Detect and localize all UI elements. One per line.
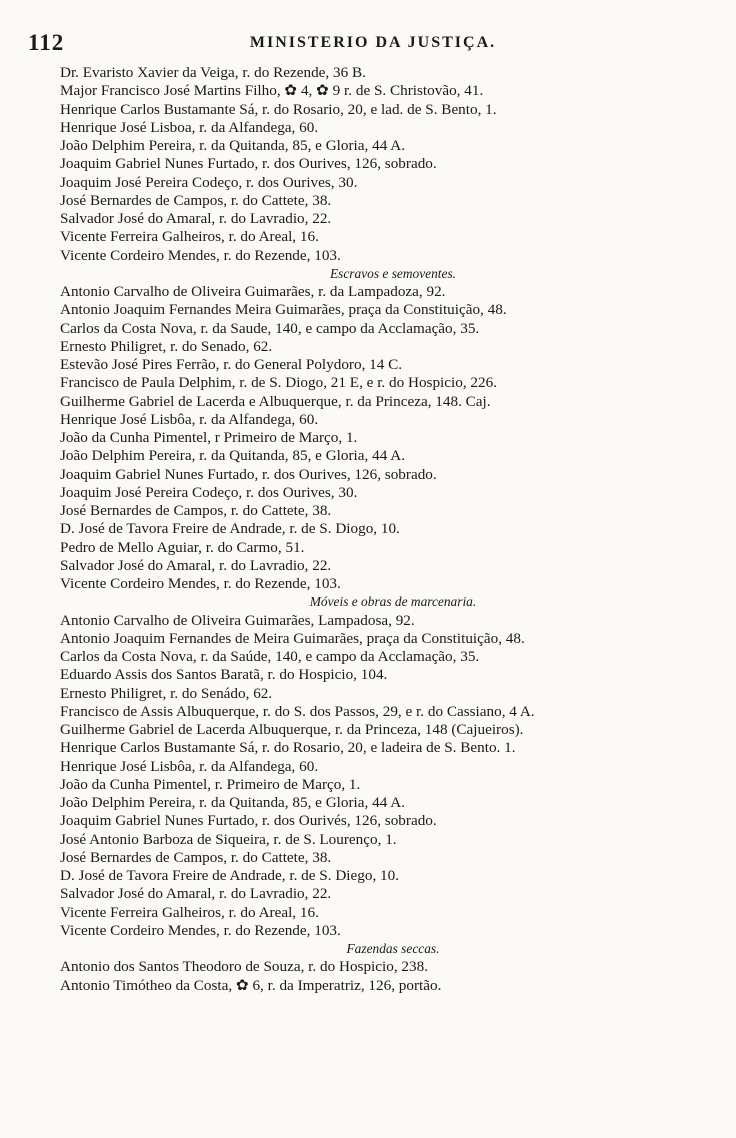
directory-entry: D. José de Tavora Freire de Andrade, r. de S. Diego, 10. <box>60 867 400 884</box>
directory-entry: Joaquim José Pereira Codeço, r. dos Ourives, 30. <box>60 173 358 191</box>
directory-entry: Estevão José Pires Ferrão, r. do General Polydoro, 14 C. <box>60 356 403 373</box>
directory-entry: José Bernardes de Campos, r. do Cattete, 38. <box>60 848 332 866</box>
directory-entry: Vicente Cordeiro Mendes, r. do Rezende, 103. <box>60 575 341 592</box>
directory-entry: Carlos da Costa Nova, r. da Saúde, 140, e campo da Acclamação, 35. <box>60 648 480 665</box>
directory-entry: Joaquim Gabriel Nunes Furtado, r. dos Ourives, 126, sobrado. <box>60 465 437 483</box>
directory-entry: Vicente Cordeiro Mendes, r. do Rezende, 103. <box>60 246 341 264</box>
running-title: MINISTERIO DA JUSTIÇA. <box>249 34 497 51</box>
directory-entry: Henrique Carlos Bustamante Sá, r. do Rosario, 20, e lad. de S. Bento, 1. <box>60 100 497 118</box>
directory-entry: João Delphim Pereira, r. da Quitanda, 85, e Gloria, 44 A. <box>60 447 406 465</box>
directory-entry: Dr. Evaristo Xavier da Veiga, r. do Rezende, 36 B. <box>60 64 366 81</box>
directory-entry: Pedro de Mello Aguiar, r. do Carmo, 51. <box>60 538 305 556</box>
directory-entry: Guilherme Gabriel de Lacerda Albuquerque, r. da Princeza, 148 (Cajueiros). <box>60 721 524 738</box>
directory-entry: José Antonio Barboza de Siqueira, r. de S. Lourenço, 1. <box>60 830 397 848</box>
directory-entry: Vicente Ferreira Galheiros, r. do Areal, 16. <box>60 903 319 921</box>
directory-entry: Henrique José Lisboa, r. da Alfandega, 60. <box>60 118 319 136</box>
section-heading: Fazendas seccas. <box>346 941 440 956</box>
page-header <box>28 30 718 60</box>
directory-entry: Guilherme Gabriel de Lacerda e Albuquerque, r. da Princeza, 148. Caj. <box>60 392 491 410</box>
directory-entry: Vicente Cordeiro Mendes, r. do Rezende, 103. <box>60 921 341 939</box>
directory-entry: Antonio dos Santos Theodoro de Souza, r. do Hospicio, 238. <box>60 958 428 976</box>
directory-entry: D. José de Tavora Freire de Andrade, r. de S. Diogo, 10. <box>60 520 400 538</box>
directory-entry: Salvador José do Amaral, r. do Lavradio, 22. <box>60 210 332 227</box>
directory-entry: Eduardo Assis dos Santos Baratã, r. do Hospicio, 104. <box>60 666 388 684</box>
directory-entry: Ernesto Philigret, r. do Senado, 62. <box>60 337 273 355</box>
directory-entry: Antonio Timótheo da Costa, ✿ 6, r. da Imperatriz, 126, portão. <box>60 976 442 994</box>
directory-entry: João da Cunha Pimentel, r Primeiro de Março, 1. <box>60 429 358 446</box>
directory-entry: Ernesto Philigret, r. do Senádo, 62. <box>60 684 273 702</box>
directory-entry: Francisco de Assis Albuquerque, r. do S. dos Passos, 29, e r. do Cassiano, 4 A. <box>60 702 535 720</box>
directory-entry: Antonio Carvalho de Oliveira Guimarães, r. da Lampadoza, 92. <box>60 283 446 300</box>
directory-entry: Henrique José Lisbôa, r. da Alfandega, 60. <box>60 410 319 428</box>
section-heading: Móveis e obras de marcenaria. <box>309 594 477 610</box>
directory-entry: Henrique José Lisbôa, r. da Alfandega, 60. <box>60 757 319 775</box>
directory-entry: Carlos da Costa Nova, r. da Saude, 140, e campo da Acclamação, 35. <box>60 319 480 337</box>
directory-entry: Antonio Carvalho de Oliveira Guimarães, Lampadosa, 92. <box>60 611 415 629</box>
page-number: 112 <box>28 30 65 55</box>
directory-entry: José Bernardes de Campos, r. do Cattete, 38. <box>60 502 332 519</box>
directory-entry: Francisco de Paula Delphim, r. de S. Diogo, 21 E, e r. do Hospicio, 226. <box>60 374 498 392</box>
directory-entry: João da Cunha Pimentel, r. Primeiro de Março, 1. <box>60 775 361 793</box>
directory-entry: Vicente Ferreira Galheiros, r. do Areal, 16. <box>60 228 319 246</box>
directory-entry: João Delphim Pereira, r. da Quitanda, 85, e Gloria, 44 A. <box>60 794 406 811</box>
directory-listing <box>60 64 726 995</box>
directory-entry: Salvador José do Amaral, r. do Lavradio, 22. <box>60 885 332 903</box>
directory-entry: Joaquim Gabriel Nunes Furtado, r. dos Ourives, 126, sobrado. <box>60 155 437 173</box>
directory-entry: João Delphim Pereira, r. da Quitanda, 85, e Gloria, 44 A. <box>60 137 406 154</box>
directory-entry: Henrique Carlos Bustamante Sá, r. do Rosario, 20, e ladeira de S. Bento. 1. <box>60 739 516 757</box>
directory-entry: Antonio Joaquim Fernandes de Meira Guimarães, praça da Constituição, 48. <box>60 629 525 647</box>
directory-entry: Joaquim Gabriel Nunes Furtado, r. dos Ourivés, 126, sobrado. <box>60 812 437 830</box>
directory-entry: Antonio Joaquim Fernandes Meira Guimarães, praça da Constituição, 48. <box>60 301 507 319</box>
directory-entry: José Bernardes de Campos, r. do Cattete, 38. <box>60 191 332 209</box>
directory-entry: Major Francisco José Martins Filho, ✿ 4, ✿ 9 r. de S. Christovão, 41. <box>60 82 484 100</box>
directory-entry: Salvador José do Amaral, r. do Lavradio, 22. <box>60 556 332 574</box>
directory-entry: Joaquim José Pereira Codeço, r. dos Ourives, 30. <box>60 483 358 501</box>
section-heading: Escravos e semoventes. <box>329 265 457 281</box>
